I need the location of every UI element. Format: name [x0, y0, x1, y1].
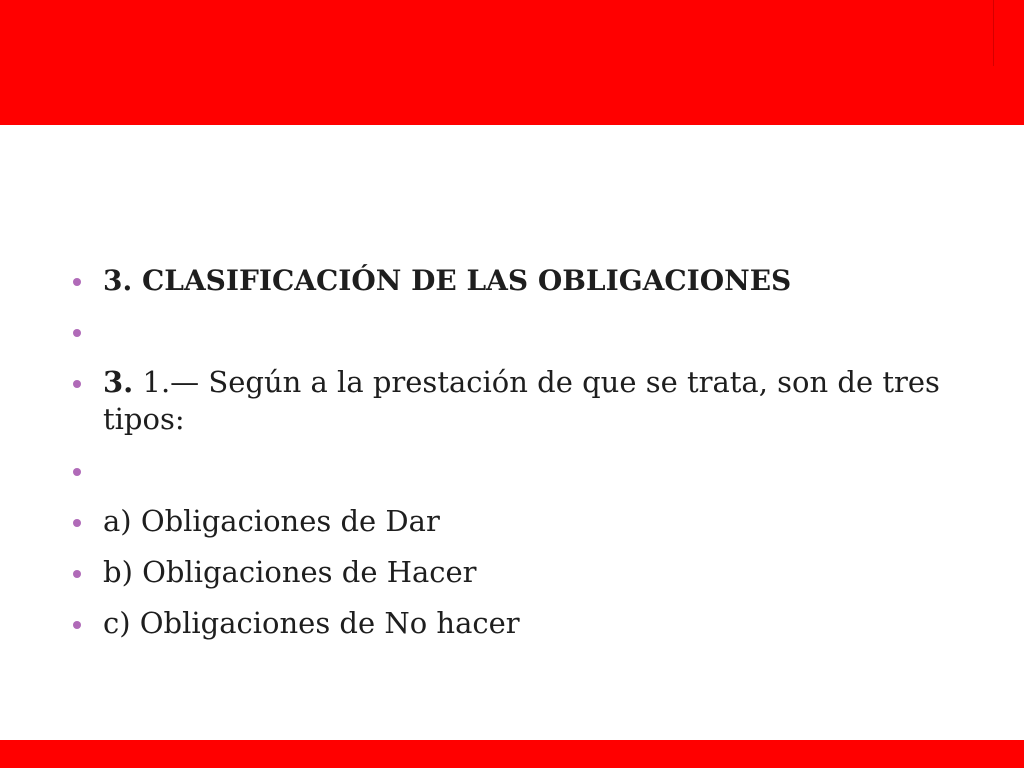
- bullet-text: a) Obligaciones de Dar: [103, 504, 440, 538]
- bullet-text: c) Obligaciones de No hacer: [103, 606, 520, 640]
- slide-bullet-list: [72, 262, 952, 656]
- bullet-text: 1.— Según a la prestación de que se trata, son de tres tipos:: [103, 365, 940, 436]
- bullet-number: 3.: [103, 365, 134, 399]
- bullet-item-empty: [72, 452, 952, 489]
- bullet-item-empty: [72, 313, 952, 350]
- bullet-icon: [73, 621, 81, 629]
- top-band-divider: [993, 0, 994, 66]
- bottom-red-band: [0, 740, 1024, 768]
- bullet-item-subheading: [72, 364, 952, 438]
- bullet-icon: [73, 380, 81, 388]
- bullet-item-heading: [72, 262, 952, 299]
- bullet-item-option-c: [72, 605, 952, 642]
- bullet-icon: [73, 570, 81, 578]
- bullet-icon: [73, 278, 81, 286]
- bullet-item-option-a: [72, 503, 952, 540]
- top-red-band: [0, 0, 1024, 125]
- bullet-text: b) Obligaciones de Hacer: [103, 555, 477, 589]
- bullet-icon: [73, 519, 81, 527]
- bullet-text: 3. CLASIFICACIÓN DE LAS OBLIGACIONES: [103, 264, 792, 297]
- bullet-item-option-b: [72, 554, 952, 591]
- bullet-icon: [73, 468, 81, 476]
- bullet-icon: [73, 329, 81, 337]
